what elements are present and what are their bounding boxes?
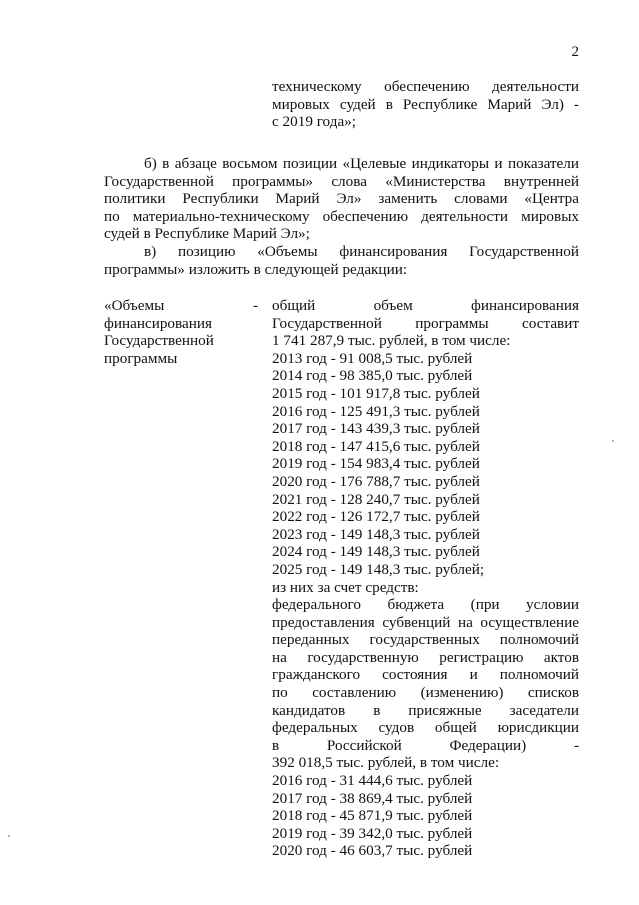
years-total-list [272,350,579,579]
list-item: 2016 год - 125 491,3 тыс. рублей [272,402,480,420]
label-line: финансирования [104,314,212,332]
item-v-line: программы» изложить в следующей редакции: [104,260,408,278]
list-item: 2025 год - 149 148,3 тыс. рублей; [272,560,485,578]
label-dash: - [253,297,259,314]
list-item: 2020 год - 176 788,7 тыс. рублей [272,472,480,490]
sources-intro: из них за счет средств: [272,578,419,596]
label-line: программы [104,349,178,367]
position-label [104,297,260,367]
list-item: 2017 год - 38 869,4 тыс. рублей [272,789,473,807]
financing-content [272,297,579,860]
text-line: техническому обеспечению деятельности [272,78,579,95]
label-line: «Объемы [104,297,165,314]
item-b-line: судей в Республике Марий Эл»; [104,225,310,243]
list-item: 2018 год - 45 871,9 тыс. рублей [272,807,473,825]
total-line: общий объем финансирования [272,297,579,314]
list-item: 2017 год - 143 439,3 тыс. рублей [272,420,480,438]
list-item: 2020 год - 46 603,7 тыс. рублей [272,842,473,860]
item-b-line: Государственной программы» слова «Министерства внутренней [104,172,579,190]
list-item: 2019 год - 39 342,0 тыс. рублей [272,824,473,842]
list-item: 2018 год - 147 415,6 тыс. рублей [272,437,480,455]
label-line: Государственной [104,332,214,350]
federal-line: 392 018,5 тыс. рублей, в том числе: [272,754,500,772]
list-item: 2024 год - 149 148,3 тыс. рублей [272,543,480,561]
list-item: 2016 год - 31 444,6 тыс. рублей [272,772,473,790]
federal-line: федеральных судов общей юрисдикции [272,719,579,737]
list-item: 2023 год - 149 148,3 тыс. рублей [272,525,480,543]
years-federal-list [272,772,579,860]
scan-speck [8,835,10,837]
federal-line: переданных государственных полномочий [272,631,579,649]
federal-line: кандидатов в присяжные заседатели [272,701,579,719]
item-b-line: б) в абзаце восьмом позиции «Целевые индикаторы и показатели [144,155,579,172]
item-b-line: политики Республики Марий Эл» заменить словами «Центра [104,190,579,208]
federal-line: федерального бюджета (при условии [272,596,579,614]
list-item: 2013 год - 91 008,5 тыс. рублей [272,349,473,367]
text-line: с 2019 года»; [272,113,356,131]
federal-line: в Российской Федерации) - [272,736,579,754]
page-number: 2 [571,44,579,60]
list-item: 2015 год - 101 917,8 тыс. рублей [272,384,480,402]
scan-speck [612,440,614,442]
list-item: 2021 год - 128 240,7 тыс. рублей [272,490,480,508]
list-item: 2014 год - 98 385,0 тыс. рублей [272,367,473,385]
total-line: 1 741 287,9 тыс. рублей, в том числе: [272,332,511,350]
federal-line: предоставления субвенций на осуществление [272,613,579,631]
item-b-line: по материально-техническому обеспечению деятельности мировых [104,207,579,225]
amendment-items [104,155,579,278]
total-line: Государственной программы составит [272,314,579,332]
list-item: 2022 год - 126 172,7 тыс. рублей [272,508,480,526]
federal-line: на государственную регистрацию актов [272,648,579,666]
list-item: 2019 год - 154 983,4 тыс. рублей [272,455,480,473]
federal-line: по составлению (изменению) списков [272,684,579,702]
federal-line: гражданского состояния и полномочий [272,666,579,684]
item-v-line: в) позицию «Объемы финансирования Государственной [144,242,579,260]
text-line: мировых судей в Республике Марий Эл) - [272,95,579,113]
intro-paragraph-end [272,78,579,131]
